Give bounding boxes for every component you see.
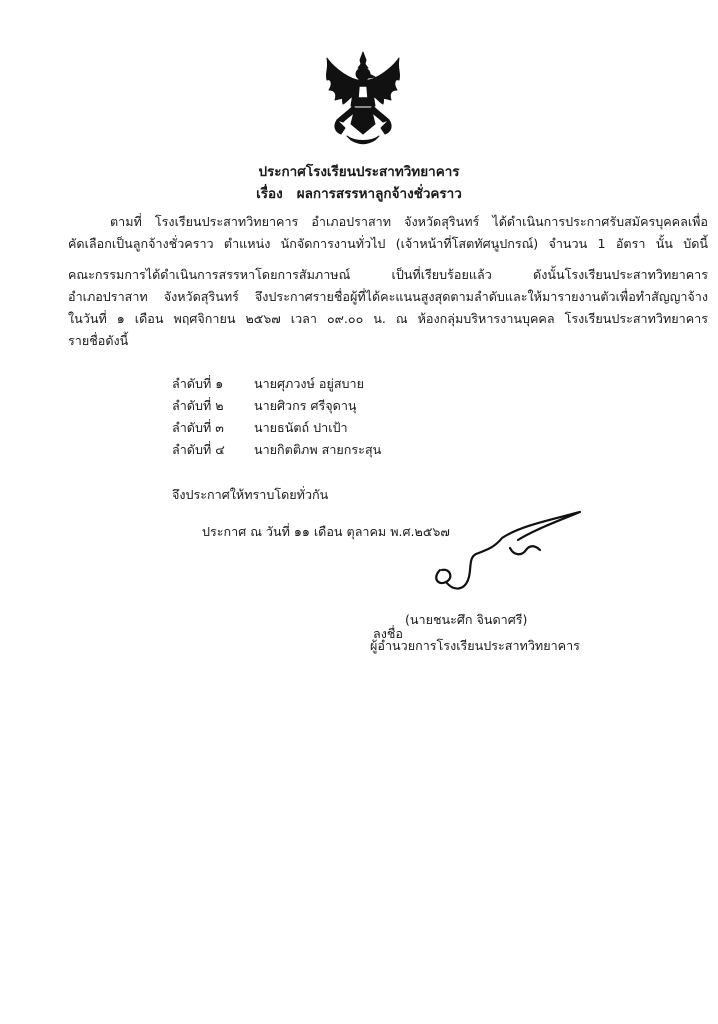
result-rank: ลำดับที่ ๓ xyxy=(172,420,224,435)
body-line: รายชื่อดังนี้ xyxy=(68,333,129,348)
result-rank: ลำดับที่ ๒ xyxy=(172,398,224,413)
announcement-title: ประกาศโรงเรียนประสาทวิทยาคาร xyxy=(258,164,460,180)
body-line: ตามที่ โรงเรียนประสาทวิทยาคาร อำเภอปราสาท จังหวัดสุรินทร์ ได้ดำเนินการประกาศรับสมัครบุคคลเพื่อ xyxy=(110,214,708,229)
garuda-emblem-icon xyxy=(323,50,403,146)
result-row xyxy=(172,441,381,459)
dateline: ประกาศ ณ วันที่ ๑๑ เดือน ตุลาคม พ.ศ.๒๕๖๗ xyxy=(202,524,450,539)
subject-text: ผลการสรรหาลูกจ้างชั่วคราว xyxy=(296,186,462,202)
signatory-name: (นายชนะศึก จินดาศรี) xyxy=(405,612,528,627)
closing-text: จึงประกาศให้ทราบโดยทั่วกัน xyxy=(172,487,329,502)
result-rank: ลำดับที่ ๑ xyxy=(172,376,224,391)
result-name: นายศุภวงษ์ อยู่สบาย xyxy=(254,376,364,391)
handwritten-signature xyxy=(410,508,610,618)
body-line: คณะกรรมการได้ดำเนินการสรรหาโดยการสัมภาษณ์ เป็นที่เรียบร้อยแล้ว ดังนั้นโรงเรียนประสาทวิทยาคาร xyxy=(68,267,708,282)
result-row xyxy=(172,375,364,393)
subject-label: เรื่อง xyxy=(256,186,283,202)
result-rank: ลำดับที่ ๔ xyxy=(172,442,225,457)
result-row xyxy=(172,419,348,437)
result-row xyxy=(172,397,357,415)
result-name: นายศิวกร ศรีจุดานุ xyxy=(254,398,357,413)
result-name: นายกิตติภพ สายกระสุน xyxy=(254,442,382,457)
announcement-subject xyxy=(0,182,718,204)
body-line: ในวันที่ ๑ เดือน พฤศจิกายน ๒๕๖๗ เวลา ๐๙.๐๐ น. ณ ห้องกลุ่มบริหารงานบุคคล โรงเรียนประสาทวิทยาคาร xyxy=(68,311,708,326)
body-line: อำเภอปราสาท จังหวัดสุรินทร์ จึงประกาศรายชื่อผู้ที่ได้คะแนนสูงสุดตามลำดับและให้มารายงานตัวเพื่อทำสัญญาจ้าง xyxy=(68,289,708,304)
signatory-title: ผู้อำนวยการโรงเรียนประสาทวิทยาคาร xyxy=(370,638,580,653)
signature-label: ลงชื่อ xyxy=(373,626,403,641)
result-name: นายธนัตถ์ ปาเป้า xyxy=(254,420,348,435)
body-line: คัดเลือกเป็นลูกจ้างชั่วคราว ตำแหน่ง นักจัดการงานทั่วไป (เจ้าหน้าที่โสตทัศนูปกรณ์) จำนวน 1 อัตรา นั้น บัดนี้ xyxy=(68,236,708,251)
